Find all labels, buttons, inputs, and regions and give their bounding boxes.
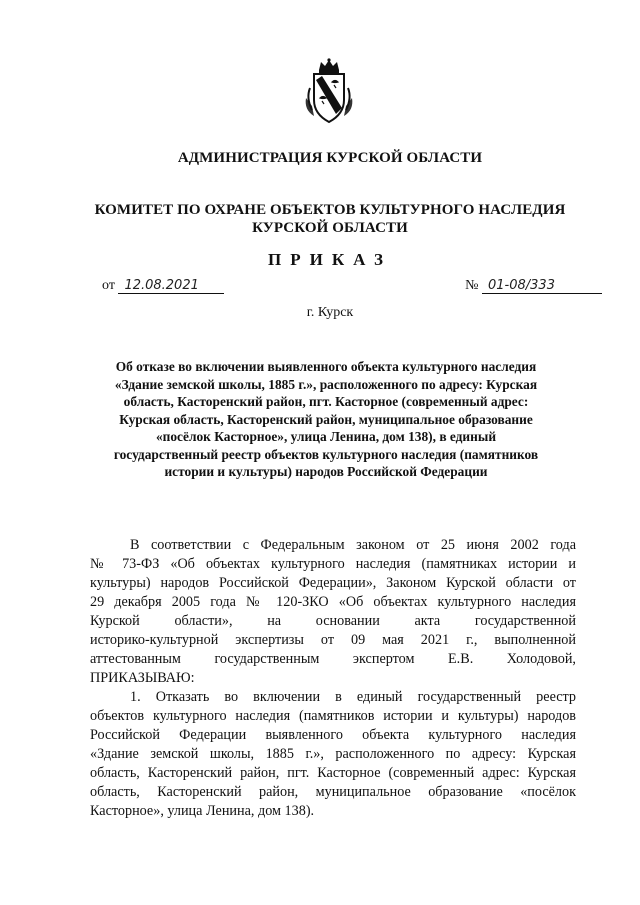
word: области», [174,613,233,629]
word: аттестованным [90,651,181,667]
text-line: Касторное», улица Ленина, дом 138). [90,803,315,819]
subject-line: «Здание земской школы, 1885 г.», расположенного по адресу: Курская [114,376,538,392]
text-line: область, Касторенский район, пгт. Касторное (современный адрес: Курская [90,765,576,781]
item-1-paragraph [90,688,576,821]
text-line: 1. Отказать во включении в единый государственный реестр [130,689,576,705]
number-prefix: № [465,278,479,293]
date-handwritten: 12.08.2021 [118,278,224,294]
word: на [267,613,282,629]
text-line: В соответствии с Федеральным законом от 25 июня 2002 года [130,537,576,553]
coat-of-arms-icon [302,58,356,126]
city: г. Курск [306,305,354,320]
word: акта [414,613,441,629]
order-subject [88,358,564,481]
text-line: «Здание земской школы, 1885 г.», расположенного по адресу: Курская [90,746,576,762]
word: Е.В. [448,651,474,667]
word: государственным [214,651,320,667]
subject-line: государственный реестр объектов культурного наследия (памятников [113,446,539,462]
subject-line: Об отказе во включении выявленного объекта культурного наследия [115,359,537,374]
subject-line: Курская область, Касторенский район, муниципальное образование [119,411,533,427]
administration-title: АДМИНИСТРАЦИЯ КУРСКОЙ ОБЛАСТИ [177,150,483,166]
document-type: ПРИКАЗ [268,250,392,269]
subject-line: истории и культуры) народов Российской Федерации [164,464,488,479]
order-date [102,278,224,294]
text-line: область, Касторенский район, муниципальное образование «посёлок [90,784,576,800]
text-line: культуры) народов Российской Федерации», Законом Курской области от [90,575,576,591]
text-line: историко-культурной экспертизы от 09 мая 2021 г., выполненной [90,632,576,648]
order-body [90,536,576,821]
preamble-paragraph [90,536,576,688]
word: Курской [90,613,140,629]
word: государственной [474,613,576,629]
subject-line: «посёлок Касторное», улица Ленина, дом 138), в единый [155,429,497,444]
date-prefix: от [102,278,115,293]
text-line: Российской Федерации выявленного объекта культурного наследия [90,727,576,743]
word: основании [315,613,380,629]
number-handwritten: 01-08/333 [482,278,602,294]
word: Холодовой, [506,651,576,667]
order-number [465,278,602,294]
committee-title-line1: КОМИТЕТ ПО ОХРАНЕ ОБЪЕКТОВ КУЛЬТУРНОГО НАСЛЕДИЯ [94,202,566,218]
text-line [90,650,576,669]
order-keyword: ПРИКАЗЫВАЮ: [90,670,195,686]
committee-title-line2: КУРСКОЙ ОБЛАСТИ [252,220,408,236]
committee-title [60,201,600,237]
word: экспертом [352,651,415,667]
text-line [90,612,576,631]
text-line: объектов культурного наследия (памятников истории и культуры) народов [90,708,576,724]
text-line: 29 декабря 2005 года № 120-ЗКО «Об объектах культурного наследия [90,594,576,610]
text-line: № 73-ФЗ «Об объектах культурного наследия (памятниках истории и [90,556,576,572]
subject-line: область, Касторенский район, пгт. Касторное (современный адрес: [123,394,529,409]
date-number-row [102,278,602,300]
